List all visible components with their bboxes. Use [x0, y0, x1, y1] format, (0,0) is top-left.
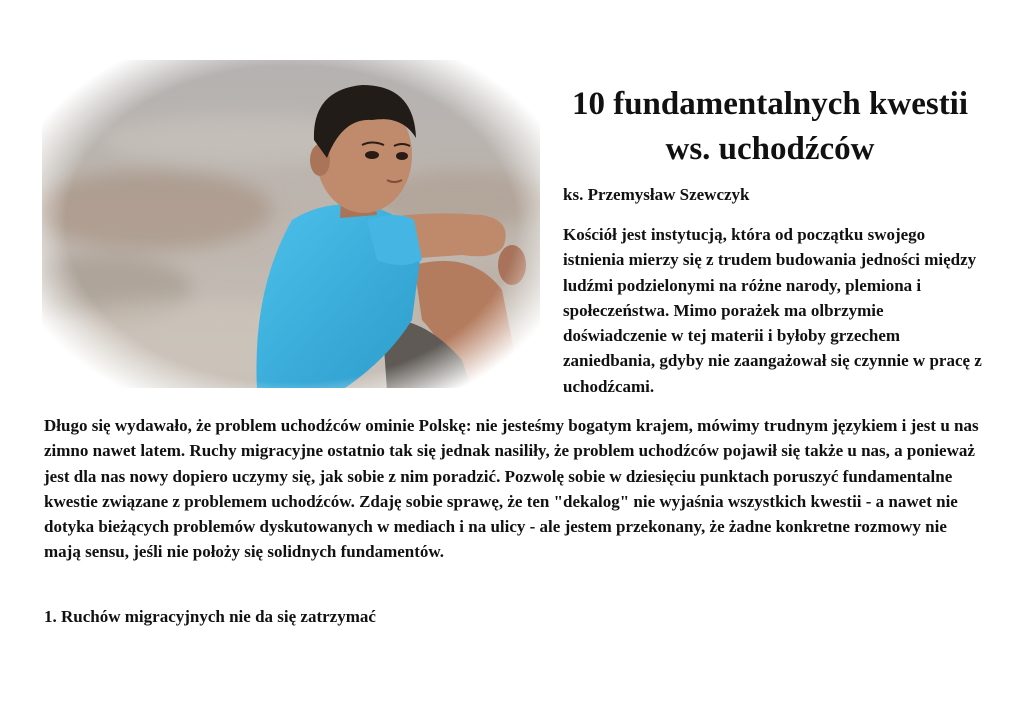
article-body: Długo się wydawało, że problem uchodźców ominie Polskę: nie jesteśmy bogatym krajem, mówimy trudnym językiem i jest u nas zimno nawet latem. Ruchy migracyjne ostatnio tak się jednak nasiliły, że problem uchodźców pojawił się także u nas, a ponieważ jest dla nas nowy dopiero uczymy się, jak sobie z nim poradzić. Pozwolę sobie w dziesięciu punktach poruszyć fundamentalne kwestie związane z problemem uchodźców. Zdaję sobie sprawę, że ten "dekalog" nie wyjaśnia wszystkich kwestii - a nawet nie dotyka bieżących problemów dyskutowanych w mediach i na ulicy - ale jestem przekonany, że żadne konkretne rozmowy nie mają sensu, jeśli nie położy się solidnych fundamentów. [44, 416, 979, 562]
article-author: ks. Przemysław Szewczyk [563, 185, 750, 204]
article-intro: Kościół jest instytucją, która od początku swojego istnienia mierzy się z trudem budowania jedności między ludźmi podzielonymi na różne narody, plemiona i społeczeństwa. Mimo porażek ma olbrzymie doświadczenie w tej materii i byłoby grzechem zaniedbania, gdyby nie zaangażował się czynnie w pracę z uchodźcami. [563, 225, 982, 396]
section-heading: 1. Ruchów migracyjnych nie da się zatrzymać [44, 607, 376, 626]
child-photo [42, 60, 540, 388]
article-title: 10 fundamentalnych kwestii ws. uchodźców [571, 86, 969, 167]
